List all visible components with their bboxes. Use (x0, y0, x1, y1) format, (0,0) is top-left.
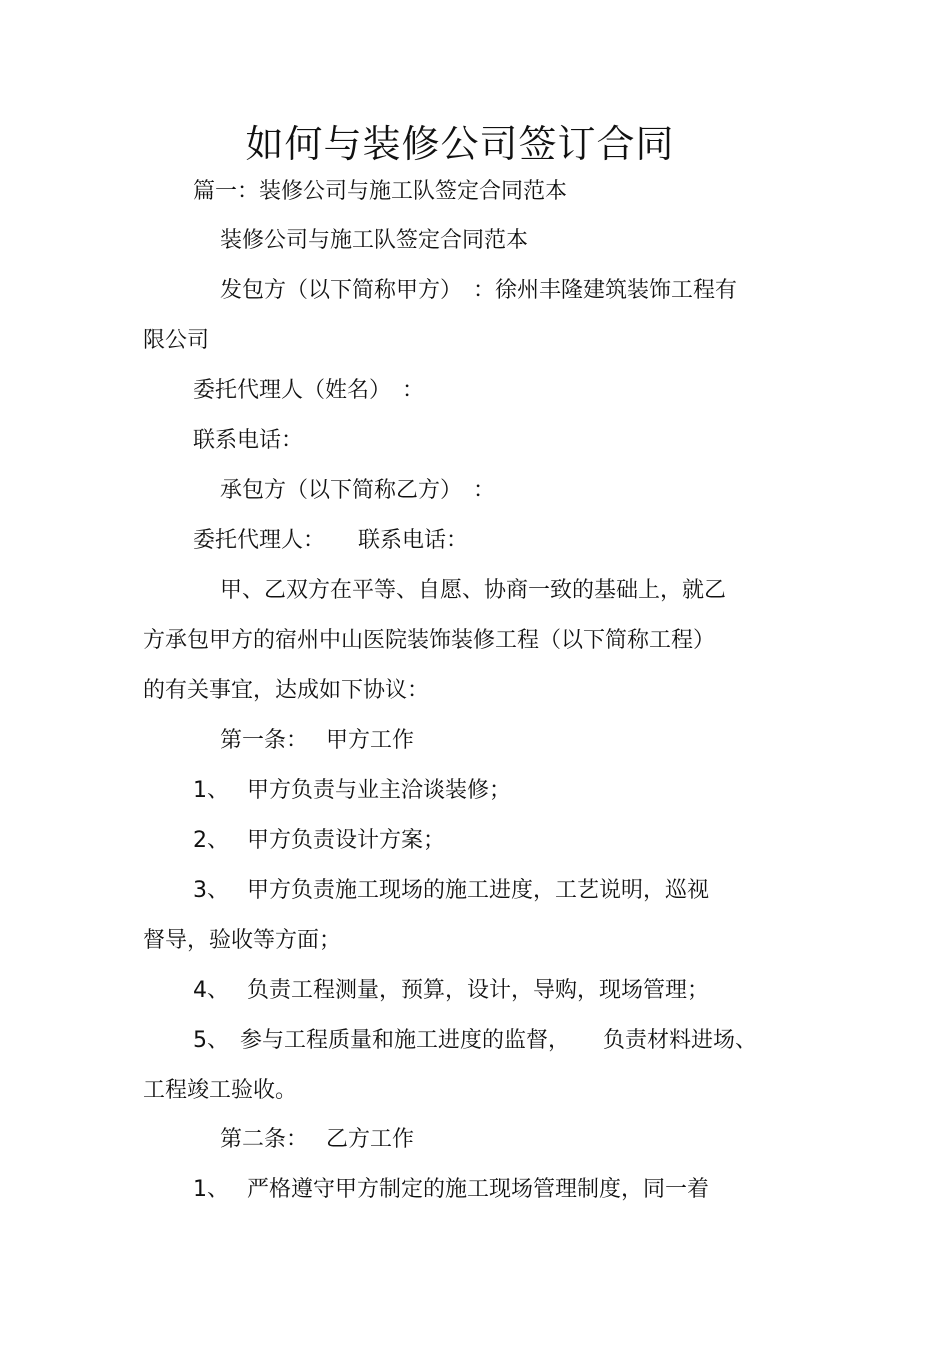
list-item: 1、 甲方负责与业主洽谈装修； (193, 778, 511, 803)
paragraph-line: 督导，验收等方面； (143, 928, 342, 953)
paragraph-line: 联系电话： (193, 428, 304, 453)
section-heading: 第二条： 乙方工作 (220, 1127, 414, 1152)
paragraph-line: 发包方（以下简称甲方） ：徐州丰隆建筑装饰工程有 (220, 278, 738, 303)
paragraph-line: 的有关事宜，达成如下协议： (143, 678, 430, 703)
paragraph-line: 工程竣工验收。 (143, 1078, 298, 1103)
list-item: 2、 甲方负责设计方案； (193, 828, 445, 853)
paragraph-line: 装修公司与施工队签定合同范本 (220, 228, 529, 253)
paragraph-line: 承包方（以下简称乙方） ： (220, 478, 496, 503)
paragraph-line: 方承包甲方的宿州中山医院装饰装修工程（以下简称工程） (143, 628, 716, 653)
list-item: 5、 参与工程质量和施工进度的监督， 负责材料进场、 (193, 1028, 757, 1053)
paragraph-line: 委托代理人： 联系电话： (193, 528, 469, 553)
paragraph-line: 篇一：装修公司与施工队签定合同范本 (193, 179, 568, 204)
document-title: 如何与装修公司签订合同 (245, 122, 675, 166)
list-item: 1、 严格遵守甲方制定的施工现场管理制度，同一着 (193, 1177, 709, 1202)
list-item: 4、 负责工程测量，预算，设计，导购，现场管理； (193, 978, 709, 1003)
section-heading: 第一条： 甲方工作 (220, 728, 414, 753)
paragraph-line: 甲、乙双方在平等、自愿、协商一致的基础上，就乙 (220, 578, 727, 603)
paragraph-line: 委托代理人（姓名） ： (193, 378, 425, 403)
list-item: 3、 甲方负责施工现场的施工进度，工艺说明，巡视 (193, 878, 709, 903)
paragraph-line: 限公司 (143, 328, 210, 353)
